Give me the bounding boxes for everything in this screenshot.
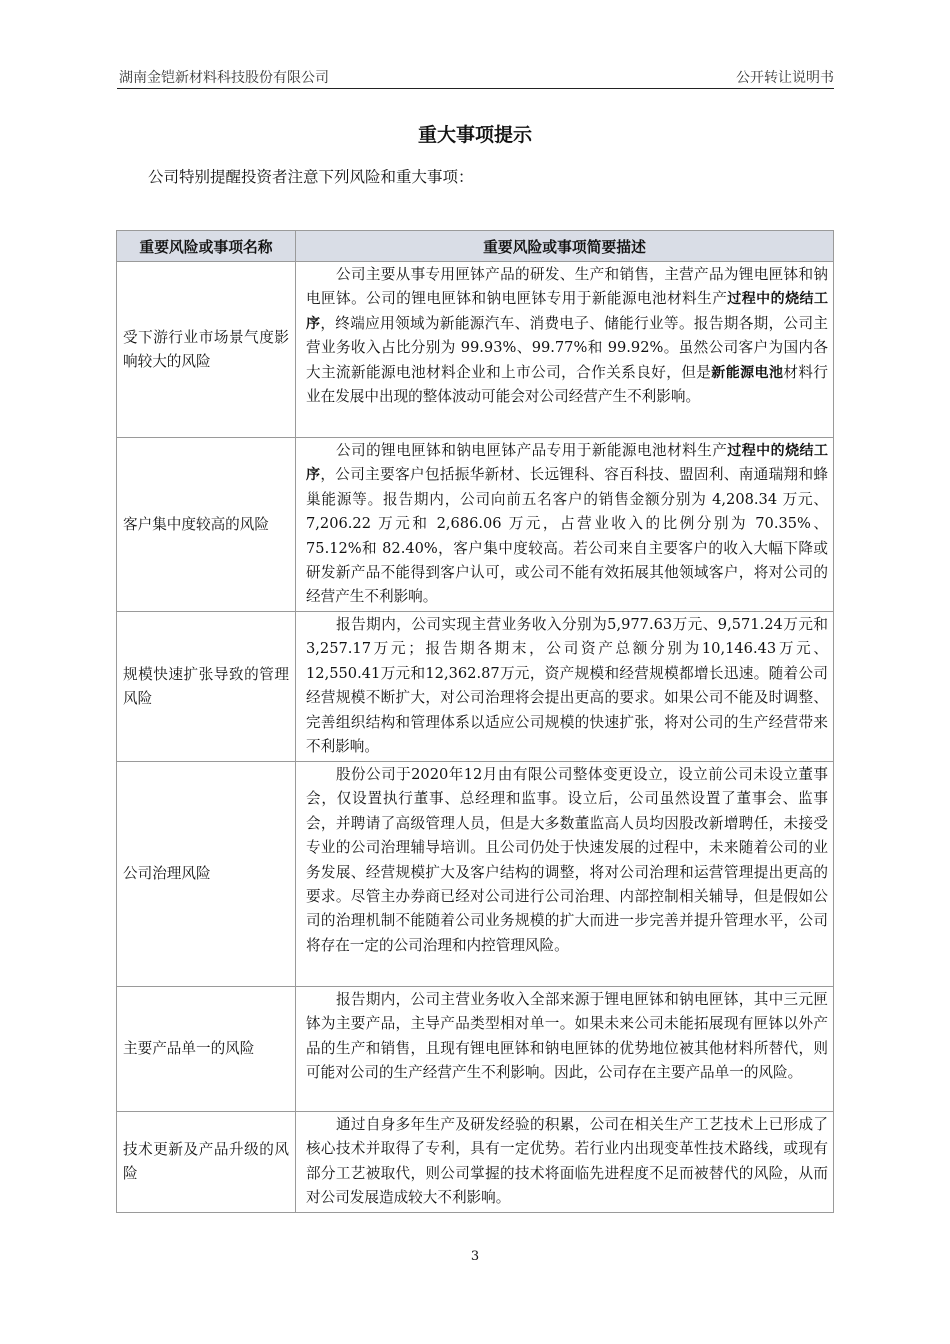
risk-description xyxy=(296,987,834,1112)
risk-name: 客户集中度较高的风险 xyxy=(117,438,296,612)
risk-description-text xyxy=(306,763,828,958)
table-row xyxy=(117,612,834,762)
risk-description-text xyxy=(306,988,828,1086)
table-row xyxy=(117,1112,834,1213)
risk-name: 主要产品单一的风险 xyxy=(117,987,296,1112)
risk-description-text xyxy=(306,263,828,409)
page-number: 3 xyxy=(470,1249,480,1264)
emphasis-text: 过程中的烧结工序 xyxy=(306,443,828,484)
risk-name: 受下游行业市场景气度影响较大的风险 xyxy=(117,262,296,438)
description-segment: 报告期内，公司主营业务收入全部来源于锂电匣钵和钠电匣钵，其中三元匣钵为主要产品，主导产品类型相对单一。如果未来公司未能拓展现有匣钵以外产品的生产和销售，且现有锂电匣钵和钠电匣钵的优势地位被其他材料所替代，则可能对公司的生产经营产生不利影响。因此，公司存在主要产品单一的风险。 xyxy=(306,991,828,1082)
emphasis-text: 过程中的烧结工序 xyxy=(306,291,828,332)
description-segment: 材料行业在发展中出现的整体波动可能会对公司经营产生不利影响。 xyxy=(306,363,828,406)
risk-name: 规模快速扩张导致的管理风险 xyxy=(117,612,296,762)
risk-description xyxy=(296,762,834,987)
page-header xyxy=(117,66,834,89)
intro-text: 公司特别提醒投资者注意下列风险和重大事项： xyxy=(148,168,474,186)
table-row xyxy=(117,762,834,987)
risk-table xyxy=(116,230,834,1213)
description-segment: ，公司主要客户包括振华新材、长远锂科、容百科技、盟固利、南通瑞翔和蜂巢能源等。报告期内，公司向前五名客户的销售金额分别为 4,208.34 万元、7,206.22 万元和 2,686.06 万元，占营业收入的比例分别为 70.35%、75.12%和 82.40%，客户集中度较高。若公司来自主要客户的收入大幅下降或研发新产品不能得到客户认可，或公司不能有效拓展其他领域客户，将对公司的经营产生不利影响。 xyxy=(306,466,828,606)
table-row xyxy=(117,438,834,612)
description-segment: 股份公司于2020年12月由有限公司整体变更设立，设立前公司未设立董事会，仅设置执行董事、总经理和监事。设立后，公司虽然设置了董事会、监事会，并聘请了高级管理人员，但是大多数董监高人员均因股改新增聘任，未接受专业的公司治理辅导培训。且公司仍处于快速发展的过程中，未来随着公司的业务发展、经营规模扩大及客户结构的调整，将对公司治理和运营管理提出更高的要求。尽管主办券商已经对公司进行公司治理、内部控制相关辅导，但是假如公司的治理机制不能随着公司业务规模的扩大而进一步完善并提升管理水平，公司将存在一定的公司治理和内控管理风险。 xyxy=(306,766,828,954)
section-title: 重大事项提示 xyxy=(417,124,532,146)
risk-description-text xyxy=(306,1113,828,1211)
risk-name: 技术更新及产品升级的风险 xyxy=(117,1112,296,1213)
column-header-description: 重要风险或事项简要描述 xyxy=(296,231,834,262)
risk-description xyxy=(296,262,834,438)
risk-description xyxy=(296,612,834,762)
table-header-row xyxy=(117,231,834,262)
column-header-name: 重要风险或事项名称 xyxy=(117,231,296,262)
description-segment: ，终端应用领域为新能源汽车、消费电子、储能行业等。报告期各期，公司主营业务收入占比分别为 99.93%、99.77%和 99.92%。虽然公司客户为国内各大主流新能源电池材料企业和上市公司，合作关系良好，但是 xyxy=(306,314,828,381)
document-type: 公开转让说明书 xyxy=(736,70,834,86)
emphasis-text: 新能源电池 xyxy=(711,364,784,381)
table-row xyxy=(117,987,834,1112)
risk-name: 公司治理风险 xyxy=(117,762,296,987)
risk-description xyxy=(296,1112,834,1213)
risk-description-text xyxy=(306,439,828,610)
company-name: 湖南金铠新材料科技股份有限公司 xyxy=(119,70,329,86)
description-segment: 通过自身多年生产及研发经验的积累，公司在相关生产工艺技术上已形成了核心技术并取得了专利，具有一定优势。若行业内出现变革性技术路线，或现有部分工艺被取代，则公司掌握的技术将面临先进程度不足而被替代的风险，从而对公司发展造成较大不利影响。 xyxy=(306,1116,828,1207)
table-row xyxy=(117,262,834,438)
risk-description xyxy=(296,438,834,612)
description-segment: 公司主要从事专用匣钵产品的研发、生产和销售，主营产品为锂电匣钵和钠电匣钵。公司的锂电匣钵和钠电匣钵专用于新能源电池材料生产 xyxy=(306,266,828,308)
description-segment: 报告期内，公司实现主营业务收入分别为5,977.63万元、9,571.24万元和3,257.17万元；报告期各期末，公司资产总额分别为10,146.43万元、12,550.41万元和12,362.87万元，资产规模和经营规模都增长迅速。随着公司经营规模不断扩大，对公司治理将会提出更高的要求。如果公司不能及时调整、完善组织结构和管理体系以适应公司规模的快速扩张，将对公司的生产经营带来不利影响。 xyxy=(306,616,828,756)
risk-description-text xyxy=(306,613,828,759)
description-segment: 公司的锂电匣钵和钠电匣钵产品专用于新能源电池材料生产 xyxy=(336,442,728,459)
